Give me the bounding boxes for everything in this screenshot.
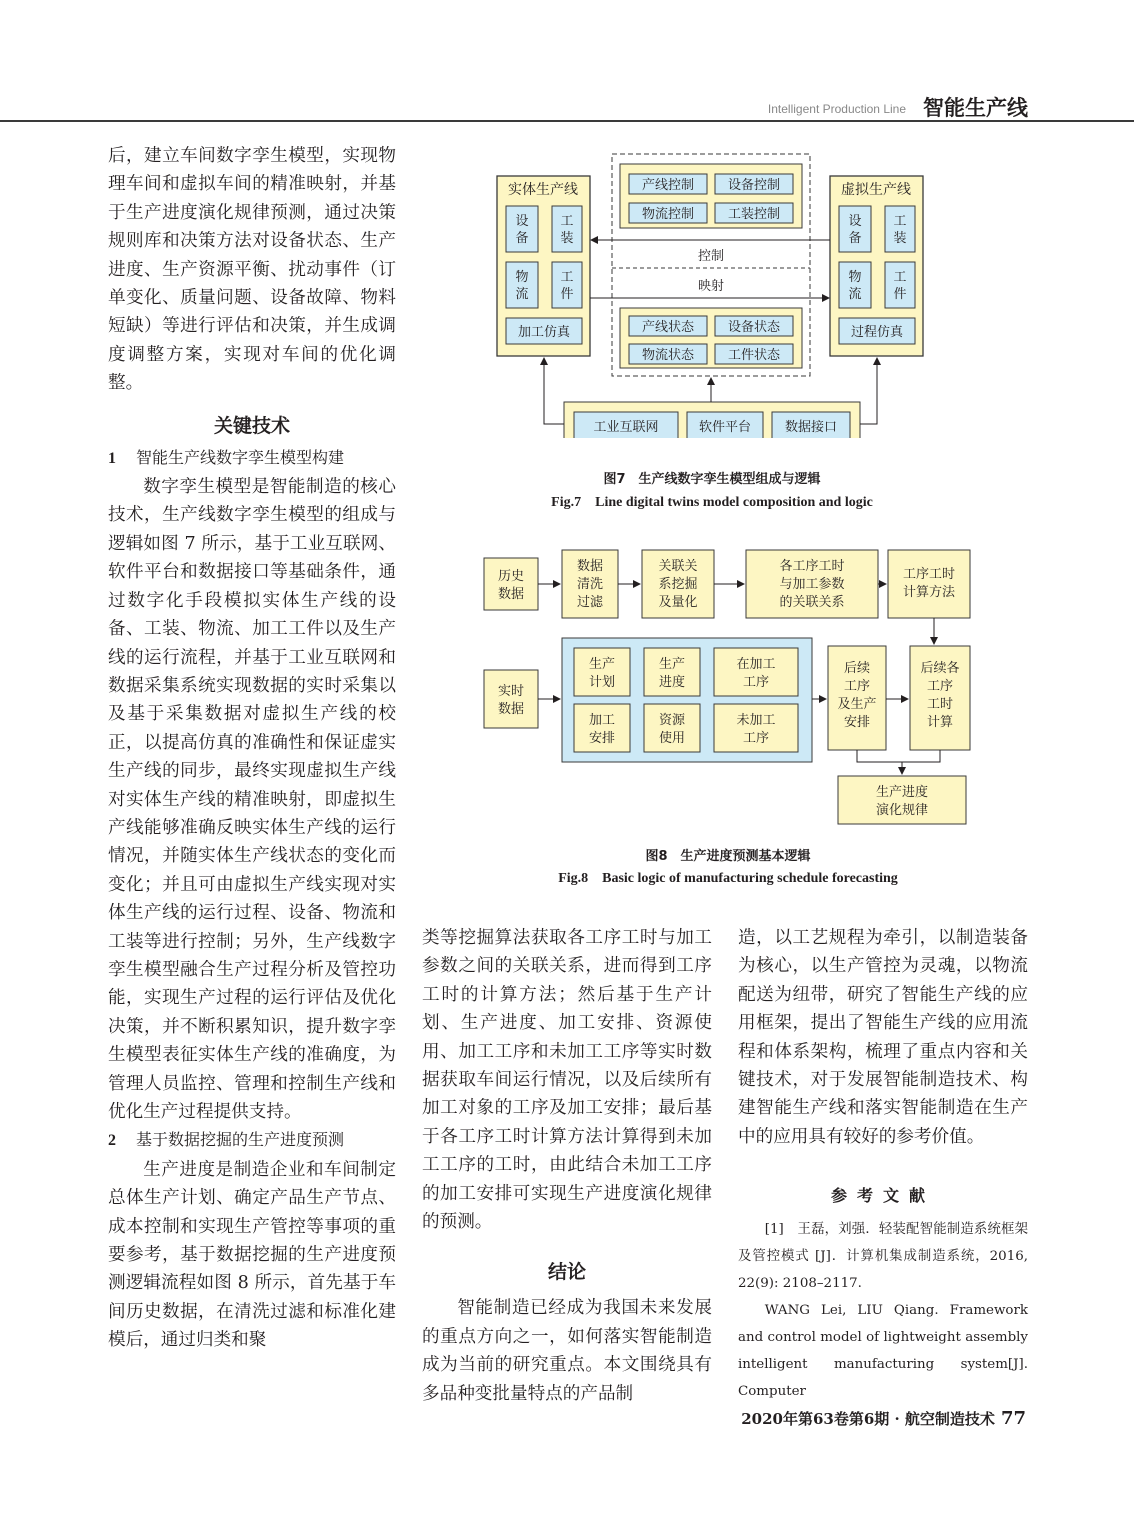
merge-connector [857,750,940,762]
in-process-step-label: 在加工 [736,657,776,672]
left-intro-paragraph: 后，建立车间数字孪生模型，实现物理车间和虚拟车间的精准映射，并基于生产进度演化规律预测，通过决策规则库和决策方法对设备状态、生产进度、生产资源平衡、扰动事件（订单变化、质量问题、设备故障、物料短缺）等进行评估和决策，并生成调度调整方案，实现对车间的优化调整。 [108,146,396,394]
reference-1-english: WANG Lei, LIU Qiang. Framework and control model of lightweight assembly intelligent manufacturing system[J]. Computer [738,1303,1028,1400]
line-control-label: 产线控制 [641,178,695,193]
followup-time-calc-label-2: 工序 [926,679,954,694]
history-data-label-1: 历史 [497,569,525,584]
mapping-arrow-label: 映射 [697,279,725,294]
subsection-1-title: 智能生产线数字孪生模型构建 [136,447,345,467]
figure-7-caption-cn: 图7 生产线数字孪生模型组成与逻辑 [603,472,821,487]
page-footer [741,1408,1026,1429]
middle-paragraph: 类等挖掘算法获取各工序工时与加工参数之间的关联关系，进而得到工序工时的计算方法；然后基于生产计划、生产进度、加工安排、资源使用、加工工序和未加工工序等实时数据获取车间运行情况，以及后续所有加工对象的工序及加工安排；最后基于各工序工时计算方法计算得到未加工工序的工时，由此结合未加工工序的加工安排可实现生产进度演化规律的预测。 [422,928,712,1233]
physical-line-title: 实体生产线 [508,182,578,198]
physical-workpiece-label: 工件 [560,270,574,302]
virtual-line-title: 虚拟生产线 [841,182,911,198]
production-progress-label: 生产 [658,657,686,672]
data-cleaning-label-3: 过滤 [576,595,604,610]
page-number: 77 [1000,1408,1026,1429]
equipment-state-label: 设备状态 [727,320,781,335]
subsection-2-paragraph: 生产进度是制造企业和车间制定总体生产计划、确定产品生产节点、成本控制和实现生产管控等事项的重要参考，基于数据挖掘的生产进度预测逻辑流程如图 8 所示，首先基于车间历史数据，在清洗过滤和标准化建模后，通过归类和聚 [108,1159,396,1351]
figure-7-caption-en: Fig.7 Line digital twins model composition and logic [551,495,873,510]
subsection-2-heading [108,1126,396,1155]
data-cleaning-label-1: 数据 [576,559,604,574]
infra-to-physical-arrow [544,358,564,424]
section-title-conclusion: 结论 [547,1261,586,1284]
subsection-1-paragraph: 数字孪生模型是智能制造的核心技术，生产线数字孪生模型的组成与逻辑如图 7 所示，基于工业互联网、软件平台和数据接口等基础条件，通过数字化手段模拟实体生产线的设备、工装、物流、加工工件以及生产线的运行流程，并基于工业互联网和数据采集系统实现数据的实时采集以及基于采集数据对虚拟生产线的校正，以提高仿真的准确性和保证虚实生产线的同步，最终实现虚拟生产线对实体生产线的精准映射，即虚拟生产线能够准确反映实体生产线的运行情况，并随实体生产线状态的变化而变化；并且可由虚拟生产线实现对实体生产线的运行过程、设备、物流和工装等进行控制；另外，生产线数字孪生模型融合生产过程分析及管控功能，实现生产过程的运行评估及优化决策，并不断积累知识，提升数字孪生模型表征实体生产线的准确度，为管理人员监控、管理和控制生产线和优化生产过程提供支持。 [108,477,396,1122]
data-cleaning-label-2: 清洗 [576,577,604,592]
evolution-law-label-1: 生产进度 [875,785,929,800]
realtime-data-box [484,670,538,728]
equipment-control-label: 设备控制 [727,178,781,193]
followup-arrangement-label-2: 工序 [843,679,871,694]
figure-8-diagram [478,544,978,832]
relation-mining-label-2: 系挖掘 [658,577,698,592]
logistics-control-label: 物流控制 [641,207,695,222]
relation-mining-label-3: 及量化 [658,595,698,610]
time-calc-method-box [888,550,970,618]
line-state-label: 产线状态 [641,320,695,335]
right-paragraph: 造，以工艺规程为牵引，以制造装备为核心，以生产管控为灵魂，以物流配送为纽带，研究了智能生产线的应用框架，提出了智能生产线的应用流程和体系架构，梳理了重点内容和关键技术，对于发展智能制造技术、构建智能生产线和落实智能制造在生产中的应用具有较好的参考价值。 [738,928,1028,1147]
software-platform-label: 软件平台 [698,420,752,435]
middle-column [422,924,712,1408]
virtual-equipment-label: 设备 [848,214,862,246]
infra-to-virtual-arrow [860,358,877,424]
left-column [108,142,396,1355]
followup-arrangement-label-4: 安排 [843,715,871,730]
resource-usage-label: 使用 [658,731,686,746]
logistics-state-label: 物流状态 [641,348,695,363]
virtual-workpiece-label: 工件 [893,270,907,302]
references-title: 参考文献 [830,1186,935,1206]
process-time-relation-label-2: 与加工参数 [779,577,845,592]
figure-8-caption-cn: 图8 生产进度预测基本逻辑 [645,849,811,864]
running-header-english: Intelligent Production Line [767,102,906,116]
section-title-key-tech: 关键技术 [213,414,290,437]
relation-mining-label-1: 关联关 [658,559,698,574]
virtual-tooling-label: 工装 [893,214,907,246]
figure-7-diagram [492,148,932,438]
realtime-data-label-1: 实时 [497,684,525,699]
subsection-2-number: 2 [108,1132,116,1150]
figure-8-caption-en: Fig.8 Basic logic of manufacturing schedule forecasting [558,871,898,886]
control-arrow-label: 控制 [697,249,725,264]
physical-tooling-label: 工装 [560,214,574,246]
process-time-relation-label-3: 的关联关系 [779,595,845,610]
header-rule [0,120,1134,122]
subsection-1-heading [108,444,396,473]
process-time-relation-label-1: 各工序工时 [779,559,845,574]
reference-1-chinese: [1] 王磊，刘强．轻装配智能制造系统框架及管控模式 [J]．计算机集成制造系统，2016, 22(9): 2108–2117. [738,1222,1028,1292]
physical-logistics-label: 物流 [515,270,529,302]
production-progress-label: 进度 [658,675,686,690]
workpiece-state-label: 工件状态 [727,348,781,363]
industrial-internet-label: 工业互联网 [593,420,659,435]
followup-time-calc-label-1: 后续各 [920,661,960,676]
in-process-step-label: 工序 [742,675,770,690]
resource-usage-label: 资源 [658,713,686,728]
physical-equipment-label: 设备 [515,214,529,246]
time-calc-method-label-2: 计算方法 [902,585,956,600]
followup-arrangement-label-1: 后续 [843,661,871,676]
unprocessed-step-label: 未加工 [736,713,776,728]
conclusion-paragraph: 智能制造已经成为我国未来发展的重点方向之一，如何落实智能制造成为当前的研究重点。本文围绕具有多品种变批量特点的产品制 [422,1298,712,1404]
processing-arrangement-label: 安排 [588,731,616,746]
physical-sim-label: 加工仿真 [517,325,571,340]
virtual-logistics-label: 物流 [848,270,862,302]
followup-arrangement-label-3: 及生产 [837,697,877,712]
production-plan-label: 计划 [588,675,616,690]
history-data-label-2: 数据 [497,587,525,602]
tooling-control-label: 工装控制 [727,207,781,222]
time-calc-method-label-1: 工序工时 [902,567,956,582]
followup-time-calc-label-3: 工时 [926,697,954,712]
realtime-data-label-2: 数据 [497,702,525,717]
right-column [738,924,1028,1405]
running-header-chinese: 智能生产线 [923,96,1028,120]
data-interface-label: 数据接口 [784,420,838,435]
history-data-box [484,558,538,610]
followup-time-calc-label-4: 计算 [926,715,954,730]
unprocessed-step-label: 工序 [742,731,770,746]
subsection-2-title: 基于数据挖掘的生产进度预测 [136,1130,345,1150]
virtual-sim-label: 过程仿真 [850,325,904,340]
production-plan-label: 生产 [588,657,616,672]
evolution-law-label-2: 演化规律 [875,803,929,818]
subsection-1-number: 1 [108,449,116,467]
processing-arrangement-label: 加工 [588,713,616,728]
journal-info: 2020年第63卷第6期 · 航空制造技术 [741,1410,995,1428]
